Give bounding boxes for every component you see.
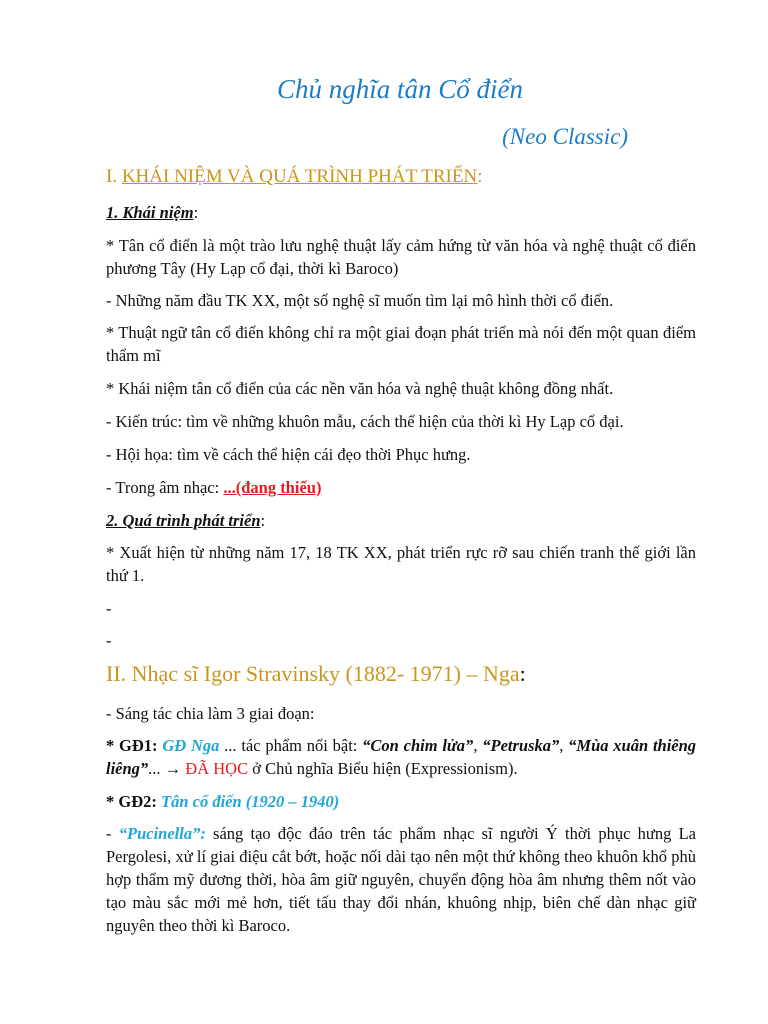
section1-heading-prefix: I. — [106, 166, 122, 187]
pucinella-text: sáng tạo độc đáo trên tác phẩm nhạc sĩ người Ý thời phục hưng La Pergolesi, xử lí giai điệu cắt bớt, hoặc nối dài tạo nên một thứ không theo khuôn khổ phù hợp thẩm mỹ đương thời, hòa âm giữ nguyên, chuyển động hòa âm nhưng thêm nốt vào tạo màu sắc mới mẻ hơn, tiết tấu thay đổi nhán, khuông nhịp, biên chế dàn nhạc giữ nguyên theo thời kì Baroco. — [106, 824, 696, 935]
paragraph-4: * Khái niệm tân cổ điển của các nền văn hóa và nghệ thuật không đồng nhất. — [106, 379, 614, 398]
section1-heading-suffix: : — [477, 166, 483, 187]
subheading-qua-trinh-colon: : — [260, 511, 266, 530]
section2-heading — [106, 661, 526, 687]
subheading-qua-trinh-label: 2. Quá trình phát triển — [106, 511, 261, 530]
section1-heading-text: KHÁI NIỆM VÀ QUÁ TRÌNH PHÁT TRIỂN — [121, 166, 478, 187]
gd1-comma-2: , — [559, 736, 569, 755]
section2-heading-colon: : — [519, 661, 526, 686]
work-mua-xuan: “Mùa xuân thiêng liêng” — [106, 736, 697, 778]
gd2-paragraph — [106, 790, 696, 813]
gd1-text-3: ở Chủ nghĩa Biểu hiện (Expressionism). — [248, 759, 518, 778]
gd1-text-2: ... → — [148, 759, 186, 778]
gd1-text-1: ... tác phẩm nổi bật: — [219, 736, 363, 755]
work-petruska: “Petruska” — [482, 736, 560, 755]
section1-heading — [106, 166, 482, 188]
pucinella-paragraph — [106, 822, 696, 937]
paragraph-2: - Những năm đầu TK XX, một số nghệ sĩ muốn tìm lại mô hình thời cổ điển. — [106, 291, 614, 310]
paragraph-3: * Thuật ngữ tân cổ điển không chỉ ra một giai đoạn phát triển mà nói đến một quan điểm thẩm mĩ — [106, 323, 696, 365]
gd1-learned: ĐÃ HỌC — [185, 759, 249, 778]
work-con-chim-lua: “Con chim lửa” — [362, 736, 474, 755]
subheading-qua-trinh — [106, 509, 696, 532]
gd1-label: * GĐ1: — [106, 736, 163, 755]
page-title: Chủ nghĩa tân Cổ điển — [276, 74, 523, 104]
subheading-khai-niem-colon: : — [193, 203, 199, 222]
missing-note: ...(đang thiếu) — [223, 478, 322, 497]
paragraph-5: - Kiến trúc: tìm về những khuôn mẫu, cách thể hiện của thời kì Hy Lạp cổ đại. — [106, 412, 624, 431]
gd1-period: GĐ Nga — [162, 736, 220, 755]
paragraph-1: * Tân cổ điển là một trào lưu nghệ thuật lấy cảm hứng từ văn hóa và nghệ thuật cổ điển phương Tây (Hy Lạp cổ đại, thời kì Baroco) — [106, 236, 696, 278]
subheading-khai-niem-label: 1. Khái niệm — [106, 203, 194, 222]
gd1-paragraph — [106, 734, 696, 780]
page-subtitle: (Neo Classic) — [502, 124, 628, 149]
paragraph-7 — [106, 476, 696, 499]
subheading-khai-niem — [106, 201, 696, 224]
gd1-comma-1: , — [473, 736, 483, 755]
empty-bullet-1: - — [106, 599, 112, 618]
empty-bullet-2: - — [106, 631, 112, 650]
paragraph-6: - Hội họa: tìm về cách thể hiện cái đẹo thời Phục hưng. — [106, 445, 471, 464]
section2-paragraph-1: - Sáng tác chia làm 3 giai đoạn: — [106, 704, 315, 723]
gd2-label: * GĐ2: — [106, 792, 161, 811]
section2-heading-text: II. Nhạc sĩ Igor Stravinsky (1882- 1971) – Nga — [106, 661, 520, 686]
gd2-period: Tân cổ điển (1920 – 1940) — [161, 792, 340, 811]
paragraph-7-prefix: - Trong âm nhạc: — [106, 478, 224, 497]
paragraph-8: * Xuất hiện từ những năm 17, 18 TK XX, phát triển rực rỡ sau chiến tranh thế giới lần thứ 1. — [106, 543, 696, 585]
pucinella-dash: - — [106, 824, 119, 843]
pucinella-title: “Pucinella”: — [118, 824, 206, 843]
